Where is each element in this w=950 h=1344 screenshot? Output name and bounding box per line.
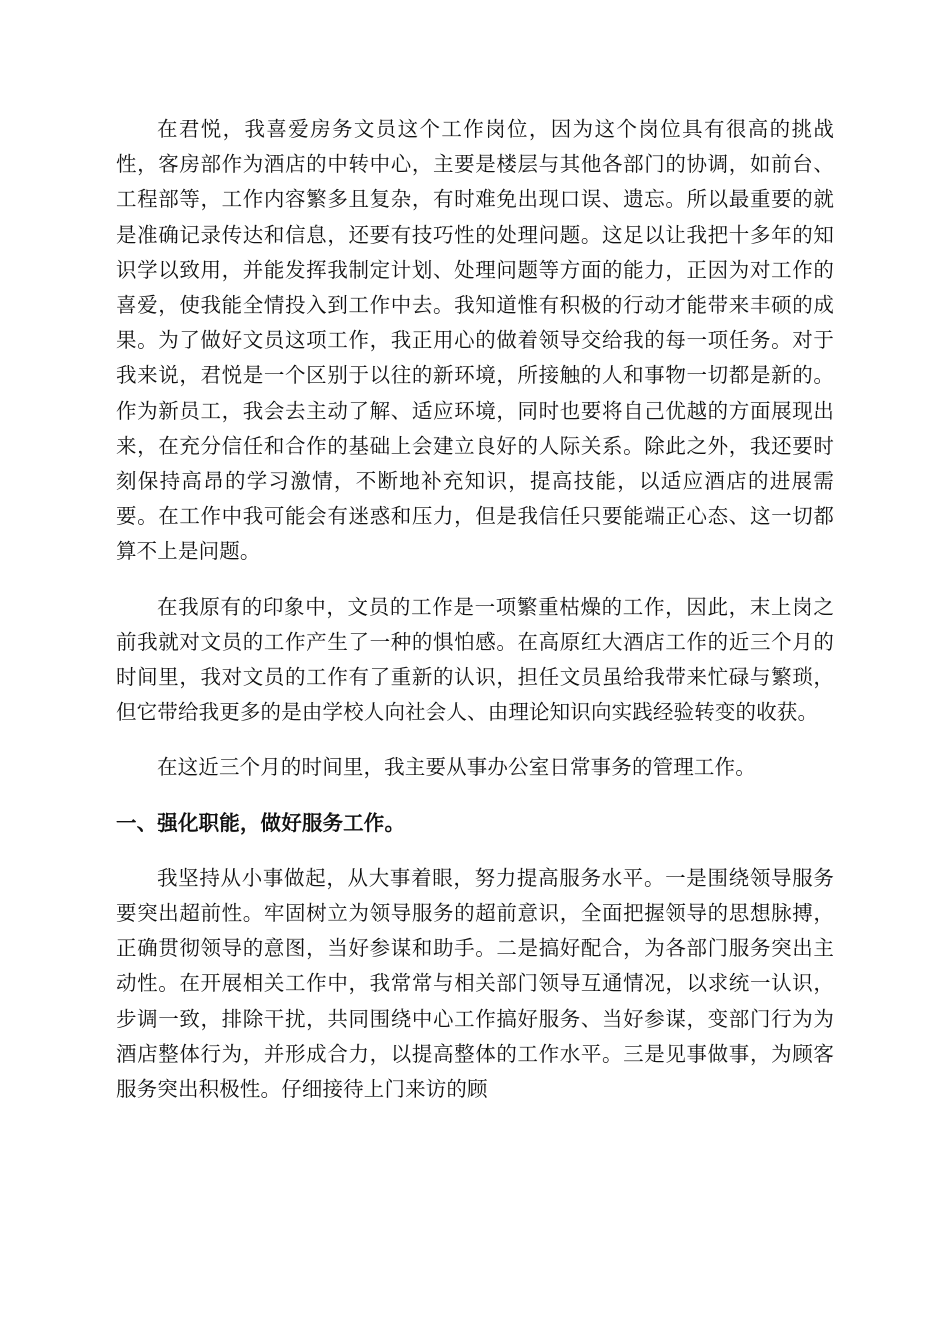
document-body (116, 112, 834, 1127)
body-paragraph-1: 在君悦，我喜爱房务文员这个工作岗位，因为这个岗位具有很高的挑战性，客房部作为酒店的中转中心，主要是楼层与其他各部门的协调，如前台、工程部等，工作内容繁多且复杂，有时难免出现口误、遗忘。所以最重要的就是准确记录传达和信息，还要有技巧性的处理问题。这足以让我把十多年的知识学以致用，并能发挥我制定计划、处理问题等方面的能力，正因为对工作的喜爱，使我能全情投入到工作中去。我知道惟有积极的行动才能带来丰硕的成果。为了做好文员这项工作，我正用心的做着领导交给我的每一项任务。对于我来说，君悦是一个区别于以往的新环境，所接触的人和事物一切都是新的。作为新员工，我会去主动了解、适应环境，同时也要将自己优越的方面展现出来，在充分信任和合作的基础上会建立良好的人际关系。除此之外，我还要时刻保持高昂的学习激情，不断地补充知识，提高技能，以适应酒店的进展需要。在工作中我可能会有迷惑和压力，但是我信任只要能端正心态、这一切都算不上是问题。 (116, 117, 834, 564)
section-heading: 一、强化职能，做好服务工作。 (116, 810, 406, 835)
body-paragraph-2: 在我原有的印象中，文员的工作是一项繁重枯燥的工作，因此，末上岗之前我就对文员的工作产生了一种的惧怕感。在高原红大酒店工作的近三个月的时间里，我对文员的工作有了重新的认识，担任文员虽给我带来忙碌与繁琐，但它带给我更多的是由学校人向社会人、由理论知识向实践经验转变的收获。 (116, 594, 834, 725)
body-paragraph-4: 我坚持从小事做起，从大事着眼，努力提高服务水平。一是围绕领导服务要突出超前性。牢固树立为领导服务的超前意识，全面把握领导的思想脉搏，正确贯彻领导的意图，当好参谋和助手。二是搞好配合，为各部门服务突出主动性。在开展相关工作中，我常常与相关部门领导互通情况，以求统一认识，步调一致，排除干扰，共同围绕中心工作搞好服务、当好参谋，变部门行为为酒店整体行为，并形成合力，以提高整体的工作水平。三是见事做事，为顾客服务突出积极性。仔细接待上门来访的顾 (116, 865, 834, 1102)
body-paragraph-3: 在这近三个月的时间里，我主要从事办公室日常事务的管理工作。 (157, 755, 756, 780)
